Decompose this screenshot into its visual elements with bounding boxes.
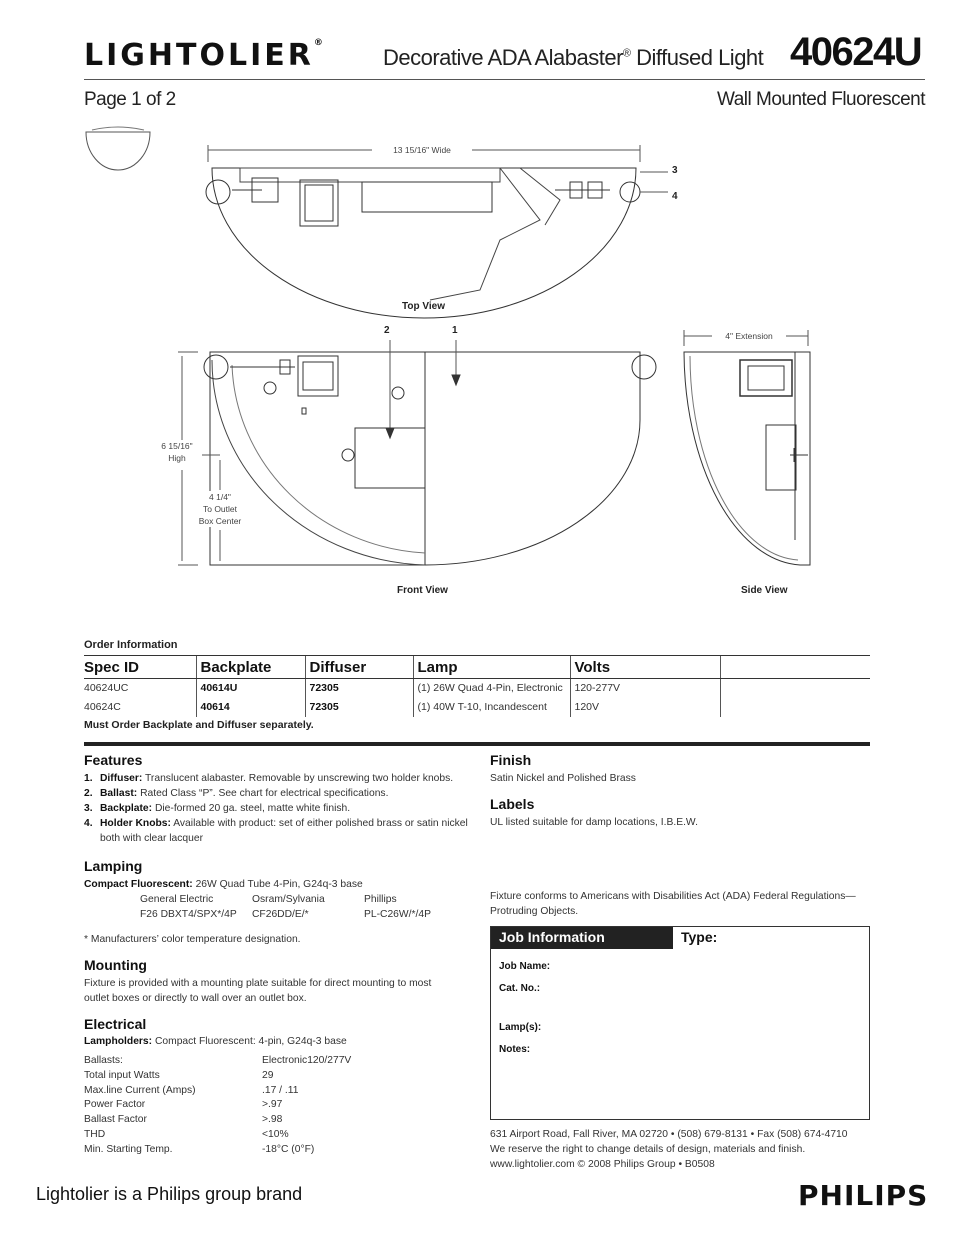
finish-heading: Finish [490, 752, 532, 768]
table-row [84, 698, 870, 717]
ada-note: Fixture conforms to Americans with Disabilities Act (ADA) Federal Regulations—Protruding Objects. [490, 891, 856, 917]
volts-cell: 120-277V [570, 679, 720, 698]
blank-cell [720, 679, 870, 698]
top-view-label: Top View [402, 301, 445, 312]
thumbnail-diffuser [86, 132, 150, 170]
document-title: Decorative ADA Alabaster® Diffused Light [383, 45, 764, 70]
job-information-box [490, 926, 870, 1120]
features-list [84, 771, 469, 846]
lamping-heading: Lamping [84, 858, 143, 874]
code-ge: F26 DBXT4/SPX*/4P [140, 909, 237, 920]
list-item: 4. Holder Knobs: Available with product: set of either polished brass or satin nickel both with clear lacquer [84, 818, 468, 844]
lamp-cell: (1) 26W Quad 4-Pin, Electronic [413, 679, 570, 698]
list-item: 3. Backplate: Die-formed 20 ga. steel, matte white finish. [84, 803, 351, 814]
footer-address: 631 Airport Road, Fall River, MA 02720 • (508) 679-8131 • Fax (508) 674-4710 We reserve the right to change details of design, materials and finish. www.lightolier.com © 2008 Philips Group • B0508 [490, 1129, 848, 1170]
backplate-cell: 40614 [196, 698, 305, 717]
philips-logo: PHILIPS [798, 1179, 929, 1212]
table-row [84, 679, 870, 698]
features-heading: Features [84, 752, 143, 768]
volts-cell: 120V [570, 698, 720, 717]
job-information-title: Job Information [491, 927, 673, 949]
blank-cell [720, 698, 870, 717]
model-number: 40624U [790, 30, 922, 74]
mounting-heading: Mounting [84, 957, 147, 973]
col-volts: Volts [570, 656, 720, 679]
spec-row: THD <10% [84, 1128, 289, 1140]
lamping-text: Compact Fluorescent: 26W Quad Tube 4-Pin, G24q-3 base [84, 879, 363, 890]
job-name-field[interactable]: Job Name: [499, 961, 551, 972]
list-item: 2. Ballast: Rated Class “P”. See chart for electrical specifications. [84, 788, 389, 799]
notes-field[interactable]: Notes: [499, 1044, 531, 1055]
backplate-cell: 40614U [196, 679, 305, 698]
front-view-label: Front View [397, 585, 448, 596]
code-osram: CF26DD/E/* [252, 909, 309, 920]
electrical-heading: Electrical [84, 1016, 147, 1032]
job-type-label: Type: [681, 929, 718, 945]
order-table-header [84, 656, 870, 679]
spec-row: Power Factor >.97 [84, 1099, 283, 1111]
maker-ge: General Electric [140, 894, 214, 905]
lamping-footnote: * Manufacturers’ color temperature designation. [84, 934, 301, 945]
lamp-cell: (1) 40W T-10, Incandescent [413, 698, 570, 717]
list-item: 1. Diffuser: Translucent alabaster. Removable by unscrewing two holder knobs. [84, 773, 454, 784]
finish-text: Satin Nickel and Polished Brass [490, 773, 636, 784]
order-table [84, 655, 870, 717]
dimension-width: 13 15/16" Wide [372, 144, 472, 156]
col-blank [720, 656, 870, 679]
col-lamp: Lamp [413, 656, 570, 679]
extension-dimension: 4" Extension [725, 331, 773, 341]
diffuser-cell: 72305 [305, 698, 413, 717]
product-category: Wall Mounted Fluorescent [716, 89, 925, 110]
section-rule [84, 742, 870, 746]
col-spec-id: Spec ID [84, 656, 196, 679]
spec-row: Ballasts: Electronic120/277V [84, 1055, 352, 1066]
height-dimension: 6 15/16" High [152, 440, 202, 464]
col-diffuser: Diffuser [305, 656, 413, 679]
brand-tagline: Lightolier is a Philips group brand [36, 1184, 303, 1204]
code-phillips: PL-C26W/*/4P [364, 909, 431, 920]
spec-row: Ballast Factor >.98 [84, 1114, 283, 1126]
callout-4: 4 [672, 191, 678, 202]
electrical-specs [84, 1054, 404, 1158]
page-indicator: Page 1 of 2 [84, 89, 176, 110]
order-information-label: Order Information [84, 639, 178, 651]
electrical-text: Lampholders: Compact Fluorescent: 4-pin, G24q-3 base [84, 1036, 347, 1047]
col-backplate: Backplate [196, 656, 305, 679]
callout-3: 3 [672, 165, 678, 176]
maker-phillips: Phillips [364, 894, 397, 905]
callout-2: 2 [384, 325, 390, 336]
callout-1: 1 [452, 325, 458, 336]
lamps-field[interactable]: Lamp(s): [499, 1022, 542, 1033]
mounting-text: Fixture is provided with a mounting plate suitable for direct mounting to most outlet boxes or directly to wall over an outlet box. [84, 978, 432, 1004]
labels-heading: Labels [490, 796, 535, 812]
maker-osram: Osram/Sylvania [252, 894, 325, 905]
spec-id-cell: 40624C [84, 701, 121, 713]
diffuser-cell: 72305 [305, 679, 413, 698]
labels-text: UL listed suitable for damp locations, I.B.E.W. [490, 817, 698, 828]
spec-row: Min. Starting Temp. -18°C (0°F) [84, 1143, 315, 1155]
spec-row: Max.line Current (Amps) .17 / .11 [84, 1084, 299, 1096]
order-note: Must Order Backplate and Diffuser separately. [84, 719, 314, 731]
cat-no-field[interactable]: Cat. No.: [499, 983, 541, 994]
spec-row: Total input Watts 29 [84, 1069, 274, 1081]
spec-id-cell: 40624UC [84, 682, 129, 695]
side-view-label: Side View [741, 585, 788, 596]
lightolier-logo: LIGHTOLIER® [84, 38, 323, 73]
outlet-dimension: 4 1/4" To Outlet Box Center [194, 491, 246, 527]
